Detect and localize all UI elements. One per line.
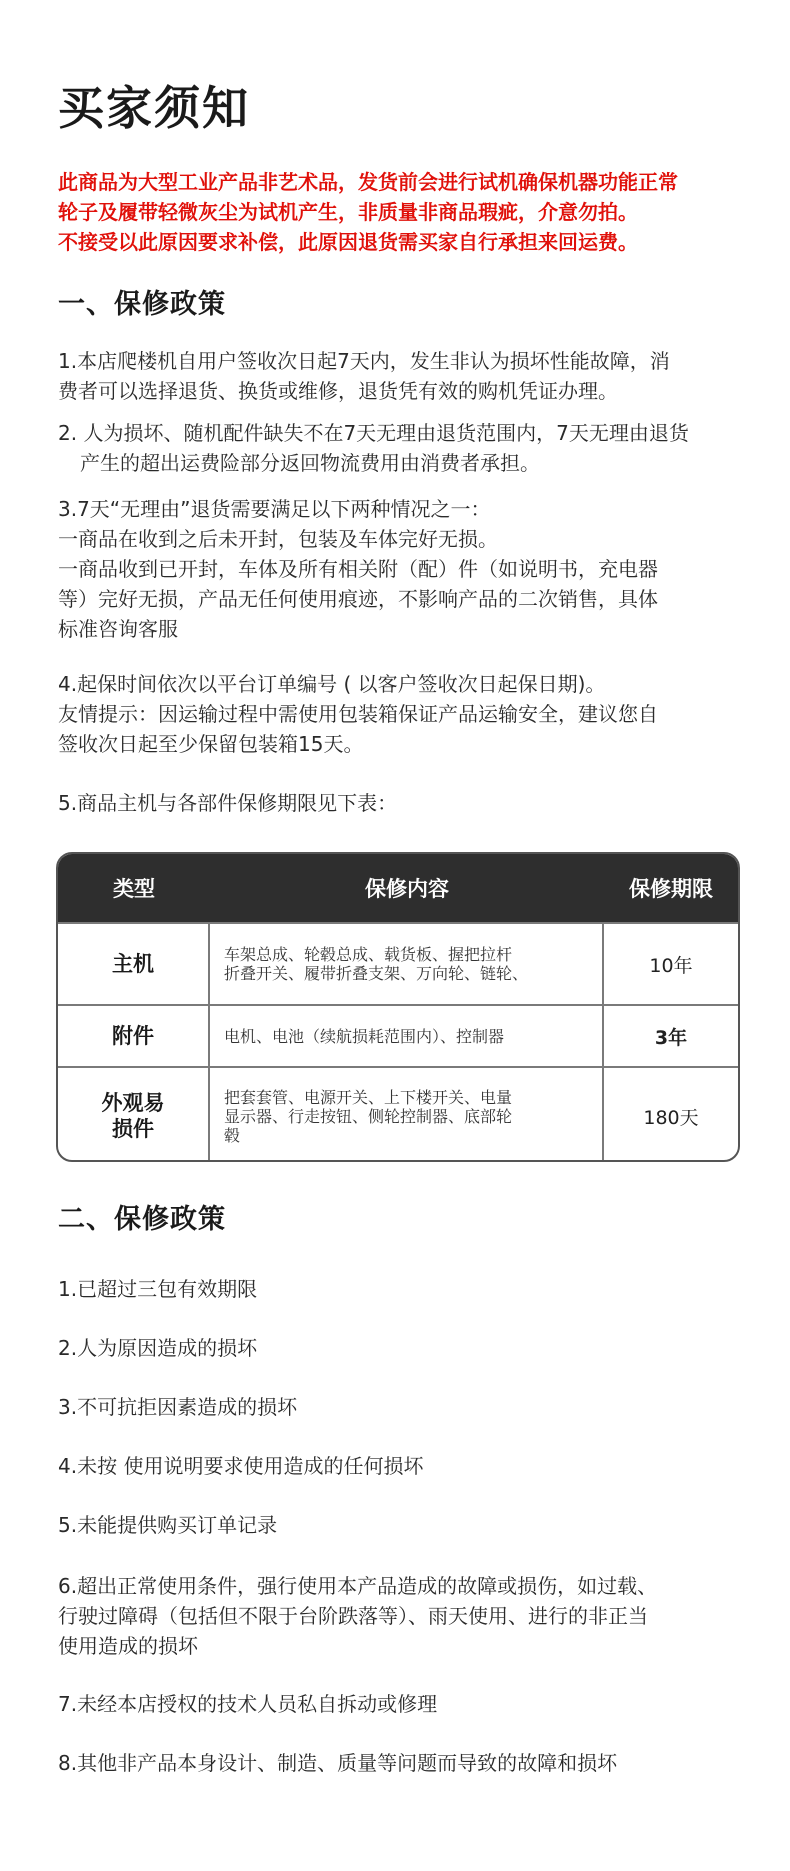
header-type: 类型 xyxy=(113,877,155,901)
paragraph-line: 一商品收到已开封，车体及所有相关附（配）件（如说明书，充电器 xyxy=(58,557,658,581)
list-item xyxy=(58,1451,758,1481)
policy-paragraph-5 xyxy=(58,788,758,818)
policy-paragraph-3 xyxy=(58,494,758,644)
content-line: 毂 xyxy=(224,1125,241,1145)
content-line: 显示器、行走按钮、侧轮控制器、底部轮 xyxy=(224,1106,513,1126)
content-line: 把套套管、电源开关、上下楼开关、电量 xyxy=(224,1087,513,1107)
list-item-line: 1.已超过三包有效期限 xyxy=(58,1277,258,1301)
paragraph-line: 5.商品主机与各部件保修期限见下表： xyxy=(58,791,398,815)
list-item xyxy=(58,1748,758,1778)
paragraph-line: 2. 人为损坏、随机配件缺失不在7天无理由退货范围内，7天无理由退货 xyxy=(58,421,689,445)
section-title-warranty-policy: 一、保修政策 xyxy=(58,289,226,320)
policy-paragraph-2 xyxy=(58,418,758,478)
type-label: 主机 xyxy=(112,952,154,976)
red-notice xyxy=(58,167,778,257)
paragraph-line: 签收次日起至少保留包装箱15天。 xyxy=(58,732,364,756)
list-item xyxy=(58,1392,758,1422)
content-line: 折叠开关、履带折叠支架、万向轮、链轮、 xyxy=(224,964,529,983)
period-value: 3年 xyxy=(654,1026,688,1049)
policy-paragraph-1 xyxy=(58,346,758,406)
cell-type xyxy=(58,1006,210,1066)
list-item-line: 8.其他非产品本身设计、制造、质量等问题而导致的故障和损坏 xyxy=(58,1751,618,1775)
list-item-line: 7.未经本店授权的技术人员私自拆动或修理 xyxy=(58,1692,438,1716)
notice-line: 轮子及履带轻微灰尘为试机产生，非质量非商品瑕疵，介意勿拍。 xyxy=(58,200,638,224)
list-item xyxy=(58,1689,758,1719)
list-item-line: 6.超出正常使用条件，强行使用本产品造成的故障或损伤，如过载、 xyxy=(58,1574,658,1598)
cell-type xyxy=(58,924,210,1004)
cell-period xyxy=(604,924,738,1004)
content-line: 车架总成、轮毂总成、载货板、握把拉杆 xyxy=(224,945,513,964)
list-item xyxy=(58,1510,758,1540)
cell-content xyxy=(210,1006,604,1066)
period-value: 10年 xyxy=(649,954,693,977)
section-title-exclusions: 二、保修政策 xyxy=(58,1204,226,1235)
list-item xyxy=(58,1333,758,1363)
page-title: 买家须知 xyxy=(58,81,250,135)
paragraph-line: 友情提示：因运输过程中需使用包装箱保证产品运输安全，建议您自 xyxy=(58,702,658,726)
list-item-line: 使用造成的损坏 xyxy=(58,1634,198,1658)
header-period: 保修期限 xyxy=(629,877,713,901)
policy-paragraph-4 xyxy=(58,669,758,759)
warranty-period-table xyxy=(56,852,740,1162)
paragraph-line: 产生的超出运费险部分返回物流费用由消费者承担。 xyxy=(80,451,540,475)
type-label: 外观易 xyxy=(101,1091,165,1115)
cell-content xyxy=(210,924,604,1004)
notice-line: 不接受以此原因要求补偿，此原因退货需买家自行承担来回运费。 xyxy=(58,230,638,254)
list-item-line: 5.未能提供购买订单记录 xyxy=(58,1513,278,1537)
type-label: 附件 xyxy=(112,1024,154,1048)
type-label: 损件 xyxy=(112,1117,154,1141)
list-item-line: 4.未按 使用说明要求使用造成的任何损坏 xyxy=(58,1454,424,1478)
paragraph-line: 4.起保时间依次以平台订单编号 ( 以客户签收次日起保日期)。 xyxy=(58,672,606,696)
list-item xyxy=(58,1274,758,1304)
cell-period xyxy=(604,1068,738,1162)
content-line: 电机、电池（续航损耗范围内）、控制器 xyxy=(224,1026,505,1046)
paragraph-line: 等）完好无损，产品无任何使用痕迹，不影响产品的二次销售，具体 xyxy=(58,587,658,611)
cell-content xyxy=(210,1068,604,1162)
list-item-line: 2.人为原因造成的损坏 xyxy=(58,1336,258,1360)
cell-type xyxy=(58,1068,210,1162)
paragraph-line: 费者可以选择退货、换货或维修，退货凭有效的购机凭证办理。 xyxy=(58,379,618,403)
paragraph-line: 1.本店爬楼机自用户签收次日起7天内，发生非认为损坏性能故障，消 xyxy=(58,349,670,373)
paragraph-line: 一商品在收到之后未开封，包装及车体完好无损。 xyxy=(58,527,498,551)
paragraph-line: 3.7天“无理由”退货需要满足以下两种情况之一： xyxy=(58,497,491,521)
paragraph-line: 标准咨询客服 xyxy=(58,617,178,641)
period-value: 180天 xyxy=(643,1106,699,1129)
table-header xyxy=(58,854,738,922)
list-item-line: 行驶过障碍（包括但不限于台阶跌落等）、雨天使用、进行的非正当 xyxy=(58,1604,648,1628)
list-item-line: 3.不可抗拒因素造成的损坏 xyxy=(58,1395,298,1419)
table-row xyxy=(58,922,738,1004)
list-item xyxy=(58,1571,758,1661)
header-content: 保修内容 xyxy=(365,877,449,901)
cell-period xyxy=(604,1006,738,1066)
table-row xyxy=(58,1004,738,1066)
notice-line: 此商品为大型工业产品非艺术品，发货前会进行试机确保机器功能正常 xyxy=(58,170,678,194)
table-row xyxy=(58,1066,738,1162)
